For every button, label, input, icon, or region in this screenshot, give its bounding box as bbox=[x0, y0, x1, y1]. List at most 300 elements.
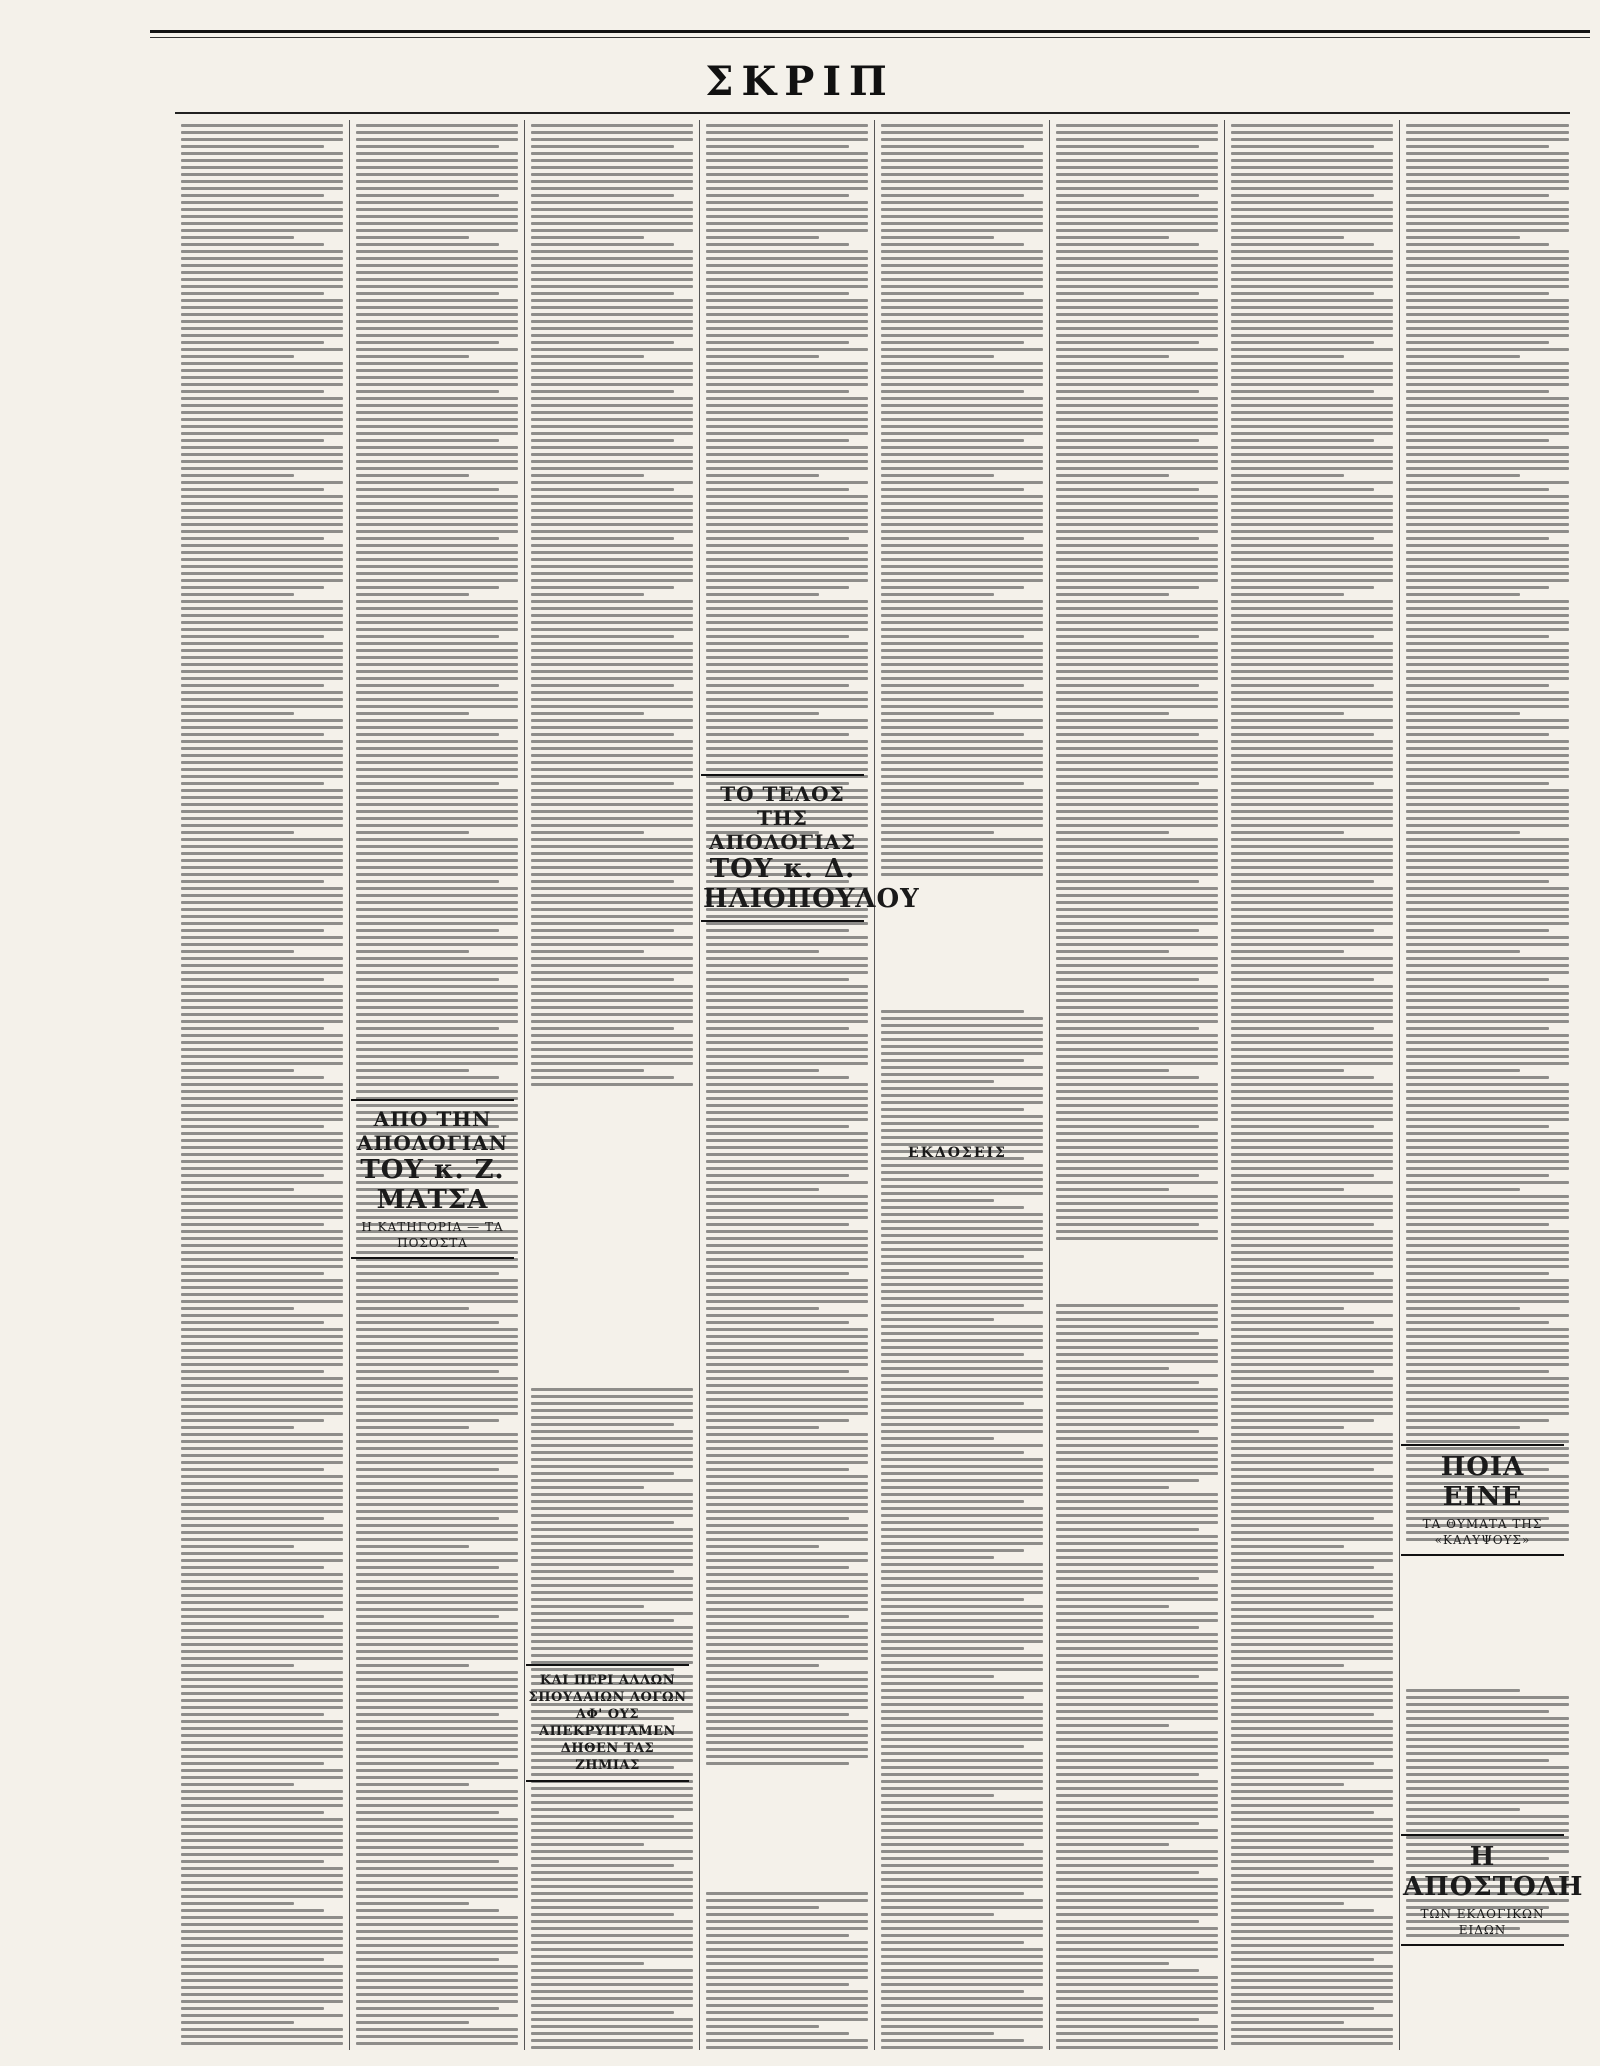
body-text-line bbox=[1056, 194, 1199, 197]
body-text-line bbox=[181, 1391, 343, 1394]
body-text-line bbox=[1056, 719, 1218, 722]
body-text-line bbox=[1406, 222, 1569, 225]
body-text-line bbox=[181, 859, 343, 862]
body-text-line bbox=[181, 1223, 324, 1226]
body-text-line bbox=[706, 1223, 849, 1226]
body-text-line bbox=[531, 754, 693, 757]
body-text-line bbox=[1231, 1307, 1344, 1310]
body-text-line bbox=[1406, 1342, 1569, 1345]
body-text-line bbox=[1231, 642, 1393, 645]
body-text-line bbox=[1406, 1013, 1569, 1016]
body-text-line bbox=[881, 460, 1043, 463]
body-text-line bbox=[1056, 1325, 1218, 1328]
body-text-line bbox=[181, 789, 343, 792]
body-text-line bbox=[881, 1493, 1043, 1496]
body-text-line bbox=[881, 488, 1024, 491]
body-text-line bbox=[706, 579, 868, 582]
body-text-line bbox=[531, 1416, 693, 1419]
body-text-line bbox=[1406, 166, 1569, 169]
body-text-line bbox=[1056, 761, 1218, 764]
body-text-line bbox=[181, 348, 343, 351]
body-text-line bbox=[356, 2028, 518, 2031]
body-text-line bbox=[1231, 586, 1374, 589]
body-text-line bbox=[356, 943, 518, 946]
body-text-line bbox=[356, 754, 518, 757]
body-text-line bbox=[706, 1300, 868, 1303]
body-text-line bbox=[1231, 187, 1393, 190]
body-text-line bbox=[1231, 1503, 1393, 1506]
body-text-line bbox=[1231, 1587, 1393, 1590]
body-text-line bbox=[706, 1524, 868, 1527]
body-text-line bbox=[881, 355, 994, 358]
body-text-line bbox=[356, 1314, 518, 1317]
body-text-line bbox=[356, 866, 518, 869]
body-text-line bbox=[706, 1573, 868, 1576]
body-text-line bbox=[1406, 1391, 1569, 1394]
body-text-line bbox=[706, 425, 868, 428]
body-text-line bbox=[356, 614, 518, 617]
column-spacer bbox=[531, 1181, 693, 1188]
body-text-line bbox=[1056, 1920, 1199, 1923]
body-text-line bbox=[356, 1587, 518, 1590]
body-text-line bbox=[1056, 516, 1218, 519]
column-spacer bbox=[706, 1874, 868, 1881]
body-text-line bbox=[1056, 768, 1218, 771]
body-text-line bbox=[706, 390, 849, 393]
body-text-line bbox=[1406, 138, 1569, 141]
body-text-line bbox=[356, 1671, 518, 1674]
body-text-line bbox=[1056, 1374, 1218, 1377]
body-text-line bbox=[181, 530, 343, 533]
body-text-line bbox=[181, 642, 343, 645]
body-text-line bbox=[1056, 817, 1218, 820]
body-text-line bbox=[1231, 950, 1344, 953]
body-text-line bbox=[1231, 810, 1393, 813]
body-text-line bbox=[881, 1206, 1024, 1209]
body-text-line bbox=[881, 1045, 1043, 1048]
body-text-line bbox=[181, 1748, 343, 1751]
body-text-line bbox=[1056, 1577, 1199, 1580]
body-text-line bbox=[1056, 1479, 1199, 1482]
body-text-line bbox=[181, 1405, 343, 1408]
body-text-line bbox=[1231, 1153, 1393, 1156]
body-text-line bbox=[1231, 173, 1393, 176]
body-text-line bbox=[1231, 852, 1393, 855]
body-text-line bbox=[181, 929, 324, 932]
body-text-line bbox=[181, 299, 343, 302]
body-text-line bbox=[181, 502, 343, 505]
body-text-line bbox=[181, 131, 343, 134]
body-text-line bbox=[706, 1899, 868, 1902]
body-text-line bbox=[181, 1328, 343, 1331]
body-text-line bbox=[706, 684, 849, 687]
body-text-line bbox=[181, 1412, 343, 1415]
body-text-line bbox=[356, 649, 518, 652]
body-text-line bbox=[356, 677, 518, 680]
body-text-line bbox=[1406, 1738, 1569, 1741]
body-text-line bbox=[706, 712, 819, 715]
body-text-line bbox=[1056, 579, 1218, 582]
body-text-line bbox=[181, 1902, 294, 1905]
body-text-line bbox=[531, 138, 693, 141]
body-text-line bbox=[706, 1615, 849, 1618]
body-text-line bbox=[1406, 404, 1569, 407]
body-text-line bbox=[181, 1818, 343, 1821]
body-text-line bbox=[356, 817, 518, 820]
body-text-line bbox=[1406, 985, 1569, 988]
body-text-line bbox=[1406, 614, 1569, 617]
body-text-line bbox=[181, 586, 324, 589]
body-text-line bbox=[181, 355, 294, 358]
body-text-line bbox=[181, 1671, 343, 1674]
body-text-line bbox=[881, 845, 1043, 848]
body-text-line bbox=[881, 1094, 1043, 1097]
body-text-line bbox=[1056, 838, 1218, 841]
body-text-line bbox=[881, 621, 1043, 624]
column-spacer bbox=[531, 1356, 693, 1363]
body-text-line bbox=[881, 502, 1043, 505]
body-text-line bbox=[706, 1132, 868, 1135]
body-text-line bbox=[181, 1083, 343, 1086]
body-text-line bbox=[1231, 1363, 1393, 1366]
body-text-line bbox=[1406, 712, 1520, 715]
body-text-line bbox=[881, 817, 1043, 820]
body-text-line bbox=[356, 803, 518, 806]
body-text-line bbox=[881, 712, 994, 715]
body-text-line bbox=[1231, 1447, 1393, 1450]
body-text-line bbox=[1056, 852, 1218, 855]
body-text-line bbox=[1406, 509, 1569, 512]
body-text-line bbox=[1231, 523, 1393, 526]
body-text-line bbox=[1231, 1965, 1393, 1968]
body-text-line bbox=[356, 1972, 518, 1975]
column-spacer bbox=[531, 1286, 693, 1293]
body-text-line bbox=[531, 684, 674, 687]
column-spacer bbox=[531, 1167, 693, 1174]
body-text-line bbox=[706, 306, 868, 309]
body-text-line bbox=[181, 600, 343, 603]
body-text-line bbox=[1231, 747, 1393, 750]
body-text-line bbox=[181, 1034, 343, 1037]
body-text-line bbox=[531, 1493, 693, 1496]
column-spacer bbox=[706, 1797, 868, 1804]
body-text-line bbox=[1231, 2000, 1393, 2003]
body-text-line bbox=[356, 460, 518, 463]
body-text-line bbox=[1056, 544, 1218, 547]
body-text-line bbox=[881, 1822, 1043, 1825]
body-text-line bbox=[531, 1913, 674, 1916]
column-spacer bbox=[531, 1118, 693, 1125]
body-text-line bbox=[881, 1052, 1043, 1055]
body-text-line bbox=[881, 747, 1043, 750]
body-text-line bbox=[181, 1944, 343, 1947]
body-text-line bbox=[531, 1388, 693, 1391]
body-text-line bbox=[1406, 1717, 1569, 1720]
body-text-line bbox=[881, 1185, 1043, 1188]
body-text-line bbox=[181, 831, 294, 834]
body-text-line bbox=[1056, 1871, 1199, 1874]
body-text-line bbox=[356, 915, 518, 918]
body-text-line bbox=[881, 565, 1043, 568]
body-text-line bbox=[1406, 1062, 1569, 1065]
body-text-line bbox=[181, 229, 343, 232]
body-text-line bbox=[706, 1983, 849, 1986]
body-text-line bbox=[881, 2046, 1043, 2049]
body-text-line bbox=[881, 698, 1043, 701]
body-text-line bbox=[181, 1440, 343, 1443]
body-text-line bbox=[1231, 2035, 1393, 2038]
body-text-line bbox=[181, 453, 343, 456]
body-text-line bbox=[881, 796, 1043, 799]
body-text-line bbox=[881, 572, 1043, 575]
body-text-line bbox=[1231, 1622, 1393, 1625]
body-text-line bbox=[881, 1311, 1043, 1314]
body-text-line bbox=[706, 453, 868, 456]
body-text-line bbox=[881, 733, 1024, 736]
body-text-line bbox=[531, 1906, 693, 1909]
column-spacer bbox=[531, 1258, 693, 1265]
body-text-line bbox=[356, 985, 518, 988]
body-text-line bbox=[181, 1251, 343, 1254]
body-text-line bbox=[531, 782, 674, 785]
body-text-line bbox=[1056, 1822, 1199, 1825]
body-text-line bbox=[1406, 1237, 1569, 1240]
body-text-line bbox=[1406, 1055, 1569, 1058]
body-text-line bbox=[1056, 446, 1218, 449]
body-text-line bbox=[706, 1934, 849, 1937]
body-text-line bbox=[706, 334, 868, 337]
body-text-line bbox=[1231, 1482, 1393, 1485]
body-text-line bbox=[181, 271, 343, 274]
body-text-line bbox=[181, 1706, 343, 1709]
body-text-line bbox=[706, 1104, 868, 1107]
body-text-line bbox=[356, 1293, 518, 1296]
body-text-line bbox=[706, 1636, 868, 1639]
body-text-line bbox=[706, 502, 868, 505]
body-text-line bbox=[881, 1521, 1043, 1524]
body-text-line bbox=[881, 1241, 1043, 1244]
body-text-line bbox=[1231, 866, 1393, 869]
body-text-line bbox=[531, 1479, 693, 1482]
body-text-line bbox=[1231, 1517, 1374, 1520]
body-text-line bbox=[531, 530, 693, 533]
body-text-line bbox=[181, 1839, 343, 1842]
column-spacer bbox=[1406, 1657, 1569, 1664]
body-text-line bbox=[881, 677, 1043, 680]
body-text-line bbox=[706, 516, 868, 519]
body-text-line bbox=[706, 2025, 819, 2028]
body-text-line bbox=[706, 649, 868, 652]
body-text-line bbox=[181, 1258, 343, 1261]
body-text-line bbox=[356, 1685, 518, 1688]
body-text-line bbox=[181, 1538, 343, 1541]
body-text-line bbox=[1231, 180, 1393, 183]
column-1 bbox=[175, 120, 350, 2050]
body-text-line bbox=[1056, 1076, 1199, 1079]
body-text-line bbox=[356, 194, 499, 197]
body-text-line bbox=[881, 1815, 1043, 1818]
body-text-line bbox=[1406, 1188, 1520, 1191]
body-text-line bbox=[1231, 1412, 1393, 1415]
column-spacer bbox=[881, 915, 1043, 922]
column-spacer bbox=[531, 1153, 693, 1160]
body-text-line bbox=[1056, 978, 1199, 981]
body-text-line bbox=[1056, 1311, 1218, 1314]
body-text-line bbox=[881, 1745, 1024, 1748]
body-text-line bbox=[356, 1594, 518, 1597]
body-text-line bbox=[881, 1325, 1043, 1328]
body-text-line bbox=[1231, 446, 1393, 449]
body-text-line bbox=[1231, 698, 1393, 701]
body-text-line bbox=[1231, 1433, 1393, 1436]
body-text-line bbox=[1056, 1188, 1169, 1191]
body-text-line bbox=[1406, 691, 1569, 694]
body-text-line bbox=[356, 1846, 518, 1849]
body-text-line bbox=[531, 376, 693, 379]
body-text-line bbox=[706, 558, 868, 561]
column-spacer bbox=[1056, 1272, 1218, 1279]
body-text-line bbox=[356, 950, 469, 953]
column-spacer bbox=[1406, 2039, 1569, 2046]
body-text-line bbox=[1231, 1279, 1393, 1282]
body-text-line bbox=[1231, 481, 1393, 484]
headline-apostoli-line2: ΤΩΝ ΕΚΛΟΓΙΚΩΝ ΕΙΔΩΝ bbox=[1420, 1907, 1545, 1937]
body-text-line bbox=[1056, 131, 1218, 134]
body-text-line bbox=[881, 1486, 1043, 1489]
body-text-line bbox=[1406, 1118, 1569, 1121]
body-text-line bbox=[881, 1381, 1043, 1384]
body-text-line bbox=[356, 978, 499, 981]
body-text-line bbox=[881, 1458, 1043, 1461]
body-text-line bbox=[356, 502, 518, 505]
body-text-line bbox=[1406, 1020, 1569, 1023]
body-text-line bbox=[706, 1321, 849, 1324]
body-text-line bbox=[881, 369, 1043, 372]
body-text-line bbox=[706, 551, 868, 554]
body-text-line bbox=[531, 838, 693, 841]
body-text-line bbox=[706, 1160, 868, 1163]
body-text-line bbox=[181, 817, 343, 820]
body-text-line bbox=[1056, 1605, 1169, 1608]
body-text-line bbox=[1056, 1055, 1218, 1058]
body-text-line bbox=[706, 173, 868, 176]
body-text-line bbox=[1231, 1377, 1393, 1380]
body-text-line bbox=[706, 201, 868, 204]
body-text-line bbox=[531, 628, 693, 631]
body-text-line bbox=[1231, 1643, 1393, 1646]
body-text-line bbox=[706, 376, 868, 379]
body-text-line bbox=[1056, 1395, 1218, 1398]
body-text-line bbox=[181, 733, 324, 736]
body-text-line bbox=[1231, 1104, 1393, 1107]
body-text-line bbox=[531, 698, 693, 701]
body-text-line bbox=[881, 642, 1043, 645]
body-text-line bbox=[181, 1958, 324, 1961]
body-text-line bbox=[1231, 1370, 1374, 1373]
body-text-line bbox=[1406, 474, 1520, 477]
body-text-line bbox=[1056, 670, 1218, 673]
body-text-line bbox=[881, 1787, 1043, 1790]
body-text-line bbox=[1231, 222, 1393, 225]
body-text-line bbox=[181, 1797, 343, 1800]
body-text-line bbox=[706, 537, 849, 540]
body-text-line bbox=[531, 439, 674, 442]
body-text-line bbox=[181, 1174, 324, 1177]
body-text-line bbox=[881, 1269, 1043, 1272]
body-text-line bbox=[356, 1573, 518, 1576]
body-text-line bbox=[181, 726, 343, 729]
body-text-line bbox=[181, 1209, 343, 1212]
body-text-line bbox=[1406, 229, 1569, 232]
body-text-line bbox=[531, 1850, 693, 1853]
body-text-line bbox=[181, 1454, 343, 1457]
body-text-line bbox=[1406, 1265, 1569, 1268]
body-text-line bbox=[706, 285, 868, 288]
body-text-line bbox=[1231, 1923, 1393, 1926]
body-text-line bbox=[881, 474, 994, 477]
body-text-line bbox=[531, 607, 693, 610]
body-text-line bbox=[706, 943, 868, 946]
headline-kalypso-line2: ΤΑ ΘΥΜΑΤΑ ΤΗΣ «ΚΑΛΥΨΟΥΣ» bbox=[1422, 1517, 1543, 1547]
body-text-line bbox=[1231, 264, 1393, 267]
body-text-line bbox=[1231, 1342, 1393, 1345]
column-spacer bbox=[531, 1272, 693, 1279]
body-text-line bbox=[1231, 1615, 1374, 1618]
body-text-line bbox=[1231, 306, 1393, 309]
body-text-line bbox=[356, 1538, 518, 1541]
body-text-line bbox=[181, 1699, 343, 1702]
body-text-line bbox=[1406, 733, 1549, 736]
body-text-line bbox=[181, 362, 343, 365]
body-text-line bbox=[881, 1675, 994, 1678]
body-text-line bbox=[531, 2025, 693, 2028]
body-text-line bbox=[356, 1993, 518, 1996]
body-text-line bbox=[1056, 201, 1218, 204]
body-text-line bbox=[1406, 1759, 1549, 1762]
body-text-line bbox=[706, 264, 868, 267]
body-text-line bbox=[181, 523, 343, 526]
body-text-line bbox=[356, 1552, 518, 1555]
body-text-line bbox=[181, 971, 343, 974]
body-text-line bbox=[1231, 1167, 1393, 1170]
body-text-line bbox=[356, 1713, 499, 1716]
body-text-line bbox=[531, 1633, 693, 1636]
body-text-line bbox=[1406, 348, 1569, 351]
body-text-line bbox=[1406, 747, 1569, 750]
body-text-line bbox=[356, 1839, 518, 1842]
body-text-line bbox=[706, 1580, 868, 1583]
headline-iliopoulos-line1: ΤΟ ΤΕΛΟΣ ΤΗΣ ΑΠΟΛΟΓΙΑΣ bbox=[709, 782, 856, 854]
body-text-line bbox=[181, 509, 343, 512]
body-text-line bbox=[1056, 173, 1218, 176]
body-text-line bbox=[1406, 999, 1569, 1002]
column-spacer bbox=[706, 1867, 868, 1874]
body-text-line bbox=[1406, 1696, 1569, 1699]
body-text-line bbox=[1406, 894, 1569, 897]
body-text-line bbox=[881, 1794, 994, 1797]
body-text-line bbox=[531, 922, 693, 925]
body-text-line bbox=[1231, 1832, 1393, 1835]
body-text-line bbox=[706, 1293, 868, 1296]
body-text-line bbox=[881, 1724, 1043, 1727]
body-text-line bbox=[1231, 789, 1393, 792]
body-text-line bbox=[706, 1699, 868, 1702]
body-text-line bbox=[356, 852, 518, 855]
body-text-line bbox=[706, 1055, 868, 1058]
body-text-line bbox=[531, 1948, 693, 1951]
body-text-line bbox=[881, 1969, 1043, 1972]
body-text-line bbox=[356, 362, 518, 365]
